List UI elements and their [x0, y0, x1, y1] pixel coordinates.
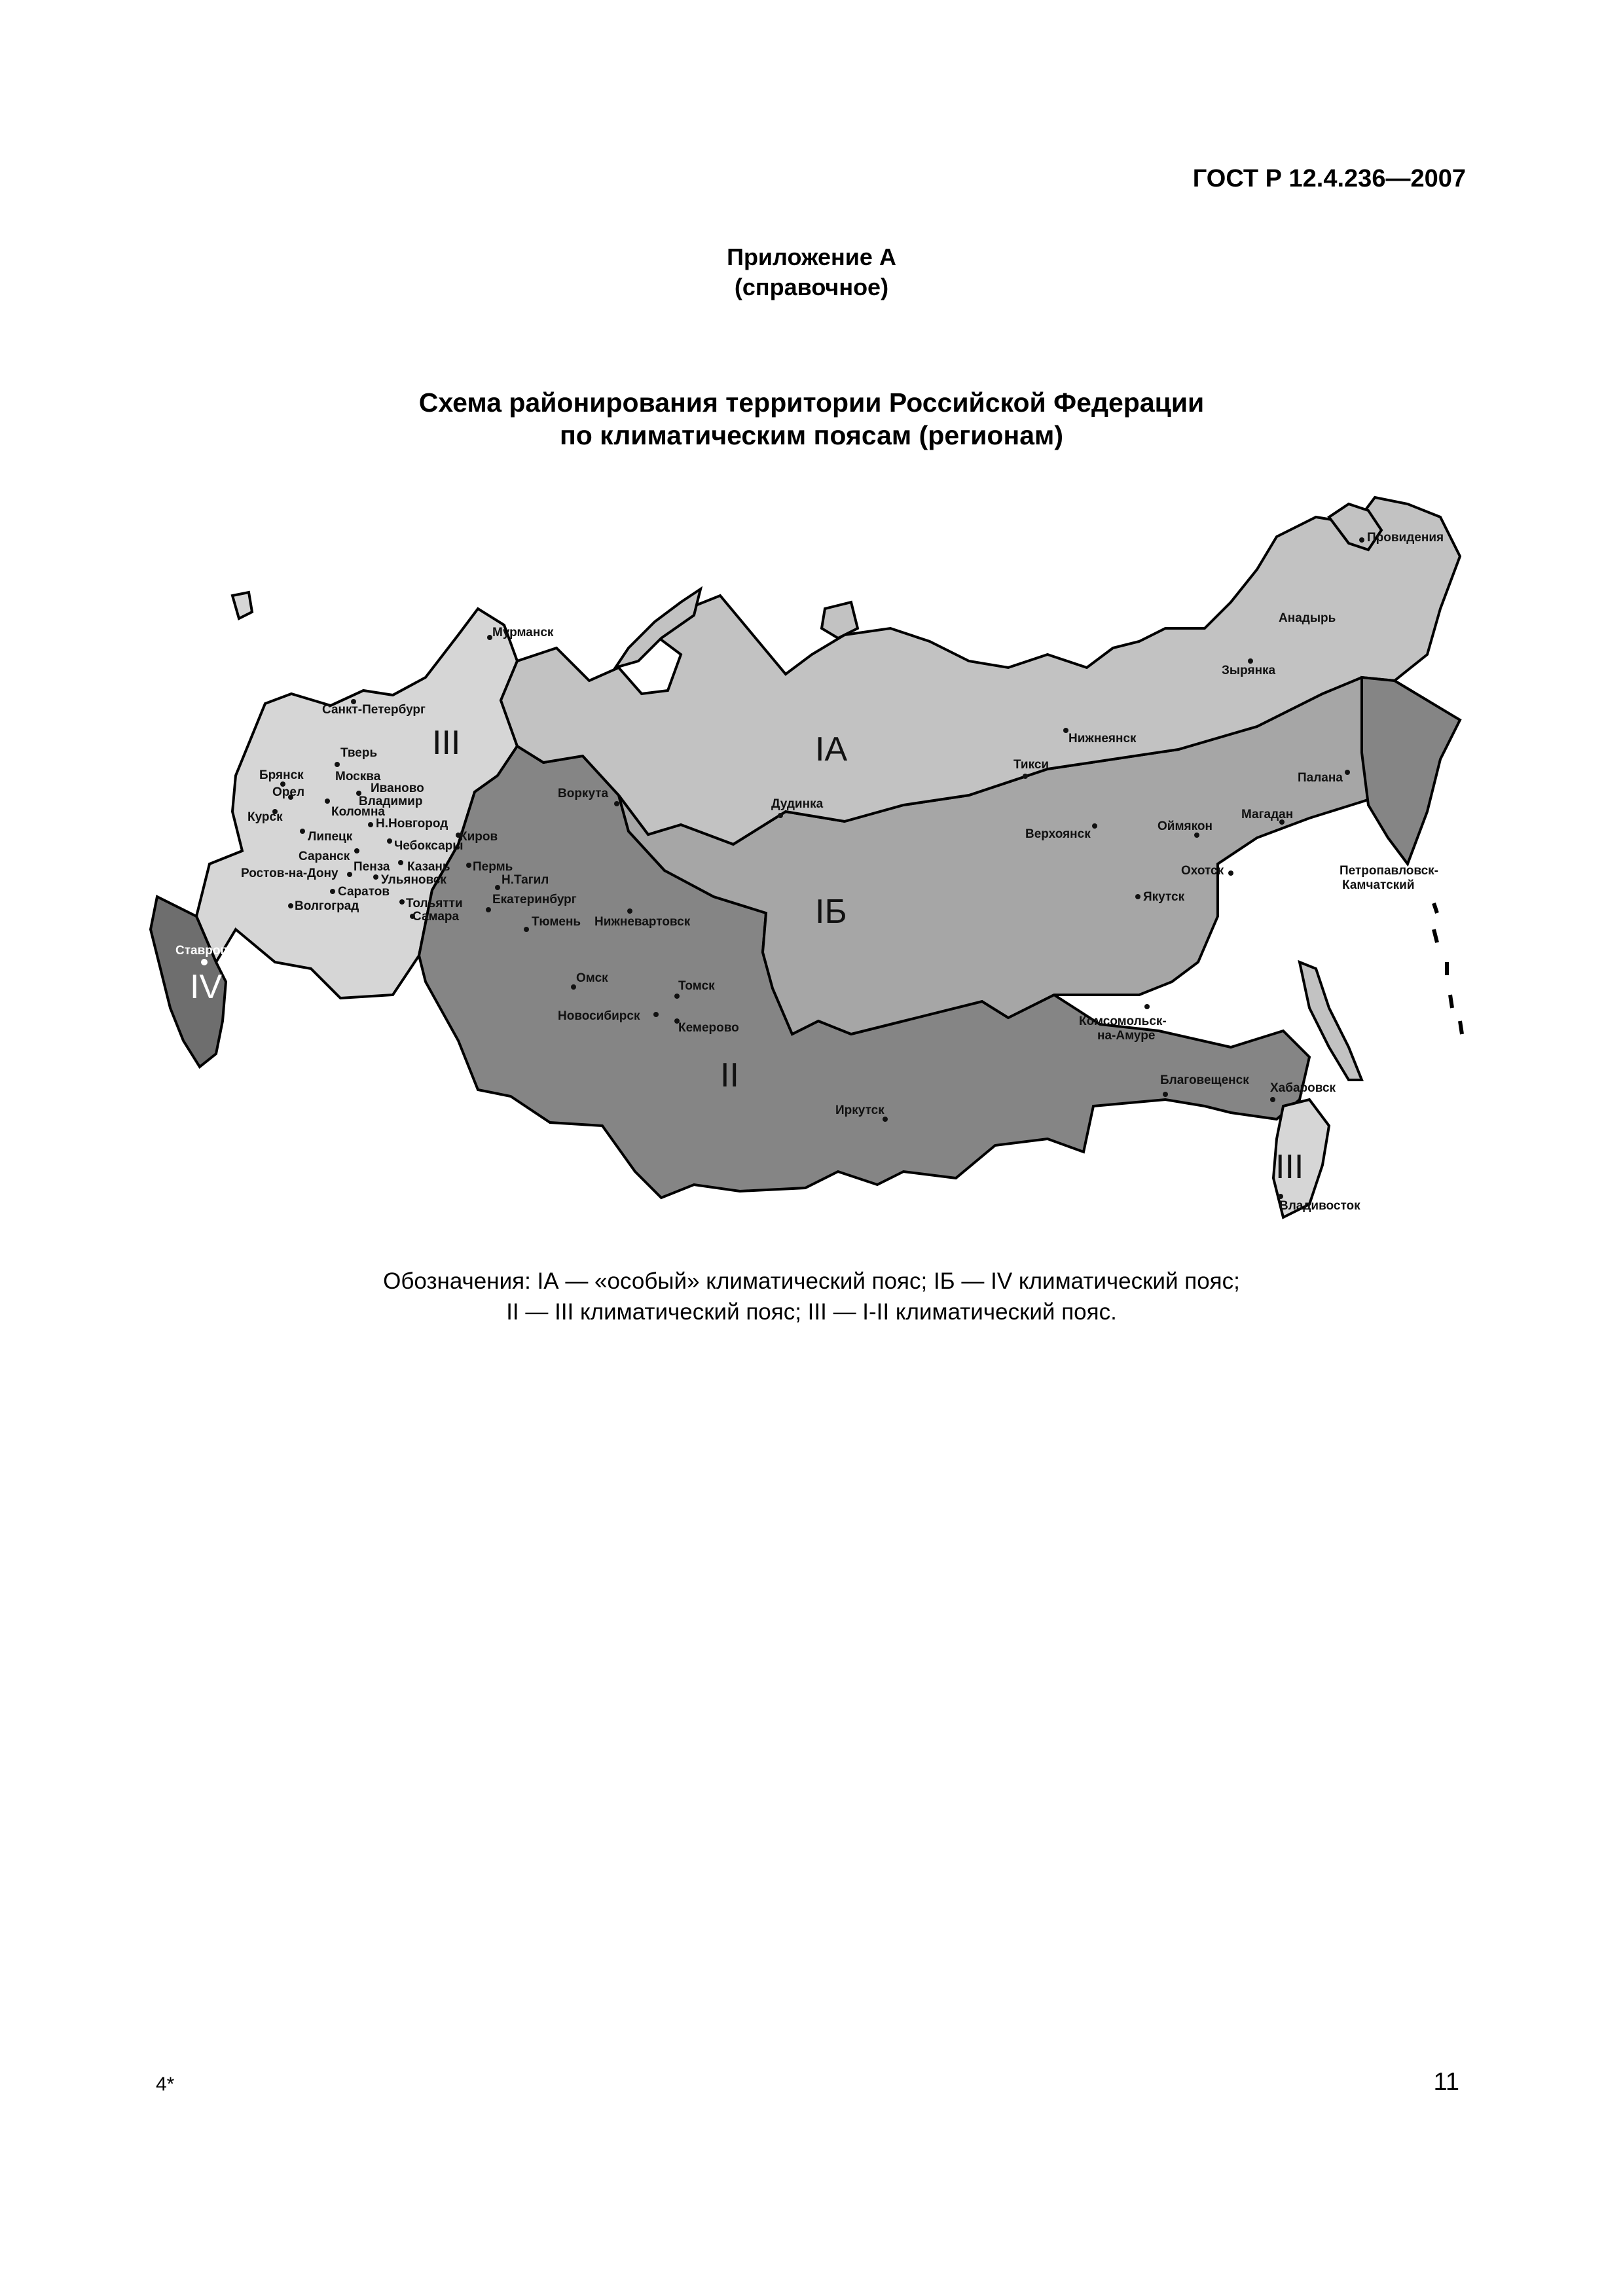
city-label: Екатеринбург: [492, 893, 577, 906]
city-label: Самара: [412, 910, 460, 924]
city-label: Орел: [272, 785, 305, 799]
appendix-subtitle: (справочное): [734, 274, 889, 300]
city-label: Курск: [247, 810, 283, 824]
city-label: Камчатский: [1342, 878, 1415, 892]
page-mark: 4*: [156, 2073, 175, 2095]
zone-label-ib: IБ: [815, 893, 847, 931]
zone-label-iii-east: III: [1275, 1148, 1304, 1186]
city-label: Провидения: [1367, 531, 1444, 545]
city-label: Зырянка: [1222, 664, 1276, 677]
city-label: Волгоград: [295, 899, 359, 913]
city-label: Ростов-на-Дону: [241, 867, 338, 880]
city-label: Дудинка: [771, 797, 824, 811]
city-label: Петропавловск-: [1340, 864, 1438, 878]
city-label: Ульяновск: [381, 873, 447, 887]
kaliningrad: [232, 592, 252, 619]
city-label: Чебоксары: [394, 839, 464, 853]
city-label: Киров: [460, 830, 498, 844]
appendix-title: Приложение А: [727, 243, 896, 270]
city-label: Владивосток: [1279, 1199, 1360, 1213]
city-label: Саранск: [299, 850, 350, 863]
city-label: Тверь: [340, 746, 378, 760]
city-label: Хабаровск: [1270, 1081, 1336, 1095]
city-label: Томск: [678, 979, 715, 993]
city-label: Якутск: [1143, 890, 1185, 904]
city-label: Пермь: [473, 860, 513, 874]
city-label: Коломна: [331, 805, 386, 819]
city-label: Анадырь: [1279, 611, 1336, 625]
legend-line1: Обозначения: IА — «особый» климатический пояс; IБ — IV климатический пояс;: [383, 1268, 1240, 1294]
figure-title-line1: Схема районирования территории Российской Федерации: [418, 387, 1205, 418]
kuril-islands: [1434, 903, 1462, 1034]
city-label: Ставрополь: [175, 944, 251, 958]
city-label: Н.Новгород: [376, 817, 448, 831]
city-label: Н.Тагил: [501, 873, 549, 887]
city-label: Кемерово: [678, 1021, 739, 1035]
city-label: Санкт-Петербург: [322, 703, 426, 717]
standard-header: ГОСТ Р 12.4.236—2007: [1192, 165, 1466, 192]
city-label: Магадан: [1241, 808, 1294, 821]
city-label: Пенза: [354, 860, 390, 874]
city-label: Благовещенск: [1160, 1073, 1249, 1087]
city-label: Оймякон: [1158, 819, 1213, 833]
city-label: Охотск: [1181, 864, 1224, 878]
city-label: на-Амуре: [1097, 1029, 1156, 1043]
city-label: Владимир: [359, 795, 423, 808]
zone-label-ia: IА: [815, 730, 848, 768]
city-label: Казань: [407, 860, 450, 874]
city-label: Липецк: [308, 830, 353, 844]
zone-label-iv: IV: [190, 968, 223, 1006]
city-label: Иваново: [371, 781, 424, 795]
city-label: Москва: [335, 770, 381, 783]
city-label: Тюмень: [532, 915, 581, 929]
city-label: Омск: [576, 971, 608, 985]
zone-label-iii-west: III: [432, 724, 461, 762]
zone-ii-kamchatka: [1362, 677, 1460, 864]
city-label: Комсомольск-: [1079, 1014, 1167, 1028]
city-label: Тикси: [1013, 758, 1049, 772]
city-label: Новосибирск: [558, 1009, 640, 1023]
zone-label-ii: II: [720, 1056, 739, 1094]
city-label: Тольятти: [406, 897, 463, 910]
city-label: Верхоянск: [1025, 827, 1091, 841]
city-label: Нижневартовск: [594, 915, 691, 929]
city-label: Саратов: [338, 885, 390, 899]
city-label: Иркутск: [835, 1103, 884, 1117]
city-label: Воркута: [558, 787, 609, 800]
city-label: Палана: [1298, 771, 1343, 785]
figure-title-line2: по климатическим поясам (регионам): [559, 420, 1064, 450]
page-number: 11: [1433, 2068, 1459, 2096]
legend-line2: II — III климатический пояс; III — I-II климатический пояс.: [506, 1299, 1117, 1325]
city-label: Брянск: [259, 768, 304, 782]
city-label: Мурманск: [492, 626, 554, 639]
city-label: Нижнеянск: [1068, 732, 1137, 745]
